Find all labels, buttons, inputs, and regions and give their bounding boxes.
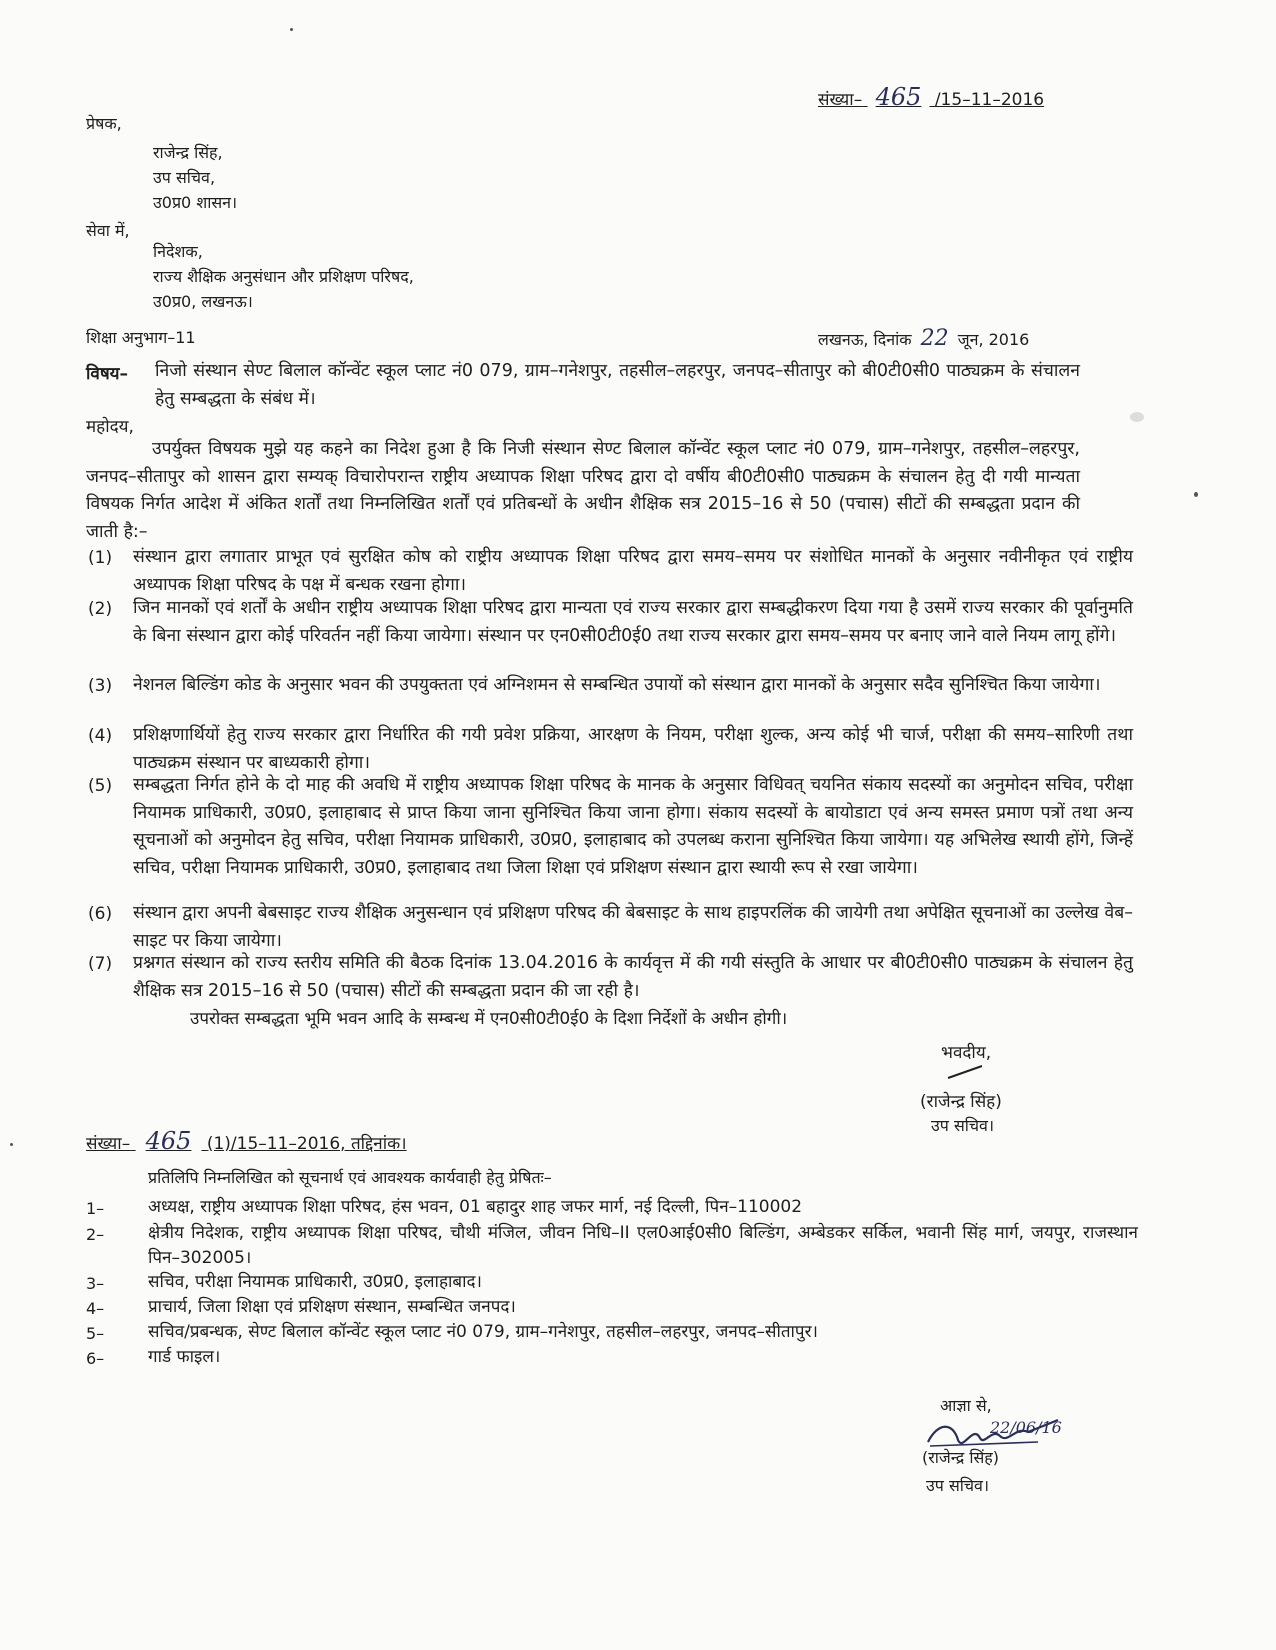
date-handwritten-day: 22 xyxy=(920,326,949,351)
condition-text: संस्थान द्वारा अपनी बेबसाइट राज्य शैक्षिक अनुसन्धान एवं प्रशिक्षण परिषद की बेबसाइट के साथ हाइपरलिंक की जायेगी तथा अपेक्षित सूचनाओं का उल्लेख वेब–साइट पर किया जायेगा। xyxy=(133,903,1133,951)
date-prefix: लखनऊ, दिनांक xyxy=(818,330,912,349)
copy-text: प्राचार्य, जिला शिक्षा एवं प्रशिक्षण संस्थान, सम्बन्धित जनपद। xyxy=(148,1297,516,1317)
condition-text: प्रश्नगत संस्थान को राज्य स्तरीय समिति की बैठक दिनांक 13.04.2016 के कार्यवृत्त में की गयी संस्तुति के आधार पर बी0टी0सी0 पाठ्यक्रम के संचालन हेतु शैक्षिक सत्र 2015–16 से 50 (पचास) सीटों की सम्बद्धता प्रदान की जा रही है। xyxy=(133,953,1133,1001)
condition-number: (4) xyxy=(88,726,113,746)
condition-text: नेशनल बिल्डिंग कोड के अनुसार भवन की उपयुक्तता एवं अग्निशमन से सम्बन्धित उपायों को संस्थान द्वारा मानकों के अनुसार सदैव सुनिश्चित किया जायेगा। xyxy=(133,675,1101,695)
copy-text: सचिव, परीक्षा नियामक प्राधिकारी, उ0प्र0, इलाहाबाद। xyxy=(148,1272,482,1292)
order-name: (राजेन्द्र सिंह) xyxy=(922,1448,1000,1467)
copy-text: सचिव/प्रबन्धक, सेण्ट बिलाल कॉन्वेंट स्कूल प्लाट नं0 079, ग्राम–गनेशपुर, तहसील–लहरपुर, जनपद–सीतापुर। xyxy=(148,1322,818,1342)
subject-label: विषय– xyxy=(86,364,129,384)
salutation: महोदय, xyxy=(86,417,134,437)
ref-suffix: /15–11–2016 xyxy=(934,90,1045,110)
condition-text: जिन मानकों एवं शर्तों के अधीन राष्ट्रीय अध्यापक शिक्षा परिषद द्वारा मान्यता एवं राज्य सरकार द्वारा सम्बद्धीकरण दिया गया है उसमें राज्य सरकार की पूर्वानुमति के बिना संस्थान द्वारा कोई परिवर्तन नहीं किया जायेगा। संस्थान पर एन0सी0टी0ई0 तथा राज्य सरकार द्वारा समय–समय पर बनाए जाने वाले नियम लागू होंगे। xyxy=(133,598,1133,646)
copy-text: गार्ड फाइल। xyxy=(148,1347,221,1367)
scan-speck xyxy=(10,1143,13,1146)
reference-number xyxy=(818,83,1044,111)
copy-number: 2– xyxy=(86,1225,105,1244)
scan-speck xyxy=(1194,492,1198,497)
condition-number: (3) xyxy=(88,676,113,696)
copy-ref-suffix: (1)/15–11–2016, तद्दिनांक। xyxy=(206,1134,407,1154)
scan-speck xyxy=(1130,412,1144,422)
by-order: आज्ञा से, xyxy=(940,1396,992,1415)
condition-text: सम्बद्धता निर्गत होने के दो माह की अवधि में राष्ट्रीय अध्यापक शिक्षा परिषद के मानक के अनुसार विधिवत् चयनित संकाय सदस्यों का अनुमोदन सचिव, परीक्षा नियामक प्राधिकारी, उ0प्र0, इलाहाबाद से प्राप्त किया जाना सुनिश्चित किया जाना होगा। संकाय सदस्यों के बायोडाटा एवं अन्य समस्त प्रमाण पत्रों तथा अन्य सूचनाओं को अनुमोदन हेतु सचिव, परीक्षा नियामक प्राधिकारी, उ0प्र0, इलाहाबाद को उपलब्ध कराना सुनिश्चित किया जायेगा। यह अभिलेख स्थायी होंगे, जिन्हें सचिव, परीक्षा नियामक प्राधिकारी, उ0प्र0, इलाहाबाद तथा जिला शिक्षा एवं प्रशिक्षण संस्थान द्वारा स्थायी रूप से रखा जायेगा। xyxy=(133,775,1133,878)
copy-reference xyxy=(86,1127,407,1155)
signoff-designation: उप सचिव। xyxy=(931,1116,995,1135)
condition-number: (5) xyxy=(88,776,113,796)
sender-name: राजेन्द्र सिंह, xyxy=(153,143,223,162)
condition-text: प्रशिक्षणार्थियों हेतु राज्य सरकार द्वारा निर्धारित की गयी प्रवेश प्रक्रिया, आरक्षण के नियम, परीक्षा शुल्क, अन्य कोई भी चार्ज, परीक्षा की समय–सारिणी तथा पाठ्यक्रम संस्थान पर बाध्यकारी होगा। xyxy=(133,725,1133,773)
signoff-name: (राजेन्द्र सिंह) xyxy=(920,1092,1002,1112)
condition-number: (6) xyxy=(88,904,113,924)
copy-number: 6– xyxy=(86,1349,105,1368)
recipient-line-3: उ0प्र0, लखनऊ। xyxy=(153,292,253,311)
recipient-label: सेवा में, xyxy=(86,221,130,240)
copy-number: 5– xyxy=(86,1324,105,1343)
sender-designation: उप सचिव, xyxy=(153,168,216,187)
intro-paragraph: उपर्युक्त विषयक मुझे यह कहने का निदेश हुआ है कि निजी संस्थान सेण्ट बिलाल कॉन्वेंट स्कूल प्लाट नं0 079, ग्राम–गनेशपुर, तहसील–लहरपुर, जनपद–सीतापुर को शासन द्वारा सम्यक् विचारोपरान्त राष्ट्रीय अध्यापक शिक्षा परिषद द्वारा दो वर्षीय बी0टी0सी0 पाठ्यक्रम के संचालन हेतु दी गयी मान्यता विषयक निर्गत आदेश में अंकित शर्तों तथा निम्नलिखित शर्तों एवं प्रतिबन्धों के अधीन शैक्षिक सत्र 2015–16 से 50 (पचास) सीटों की सम्बद्धता प्रदान की जाती है:– xyxy=(86,439,1080,542)
condition-number: (2) xyxy=(88,599,113,619)
handwritten-date: 22/06/16 xyxy=(990,1418,1062,1437)
order-designation: उप सचिव। xyxy=(926,1476,990,1495)
ref-handwritten-number: 465 xyxy=(875,83,922,111)
date-suffix: जून, 2016 xyxy=(957,330,1030,349)
copy-ref-label: संख्या– xyxy=(86,1134,131,1154)
date-line xyxy=(818,326,1029,351)
valediction: भवदीय, xyxy=(941,1043,992,1063)
condition-number: (1) xyxy=(88,548,113,568)
copy-intro: प्रतिलिपि निम्नलिखित को सूचनार्थ एवं आवश्यक कार्यवाही हेतु प्रेषितः– xyxy=(148,1168,552,1187)
condition-text: संस्थान द्वारा लगातार प्राभूत एवं सुरक्षित कोष को राष्ट्रीय अध्यापक शिक्षा परिषद द्वारा समय–समय पर संशोधित मानकों के अनुसार नवीनीकृत एवं राष्ट्रीय अध्यापक शिक्षा परिषद के पक्ष में बन्धक रखना होगा। xyxy=(133,547,1133,595)
scan-speck xyxy=(290,28,293,31)
copy-number: 1– xyxy=(86,1199,105,1218)
copy-text: अध्यक्ष, राष्ट्रीय अध्यापक शिक्षा परिषद, हंस भवन, 01 बहादुर शाह जफर मार्ग, नई दिल्ली, पिन–110002 xyxy=(148,1197,803,1217)
sender-office: उ0प्र0 शासन। xyxy=(153,193,238,212)
signature-stroke xyxy=(946,1062,986,1082)
ref-label: संख्या– xyxy=(818,90,863,110)
copy-text: क्षेत्रीय निदेशक, राष्ट्रीय अध्यापक शिक्षा परिषद, चौथी मंजिल, जीवन निधि–II एल0आई0सी0 बिल्डिंग, अम्बेडकर सर्किल, भवानी सिंह मार्ग, जयपुर, राजस्थान पिन–302005। xyxy=(148,1223,1138,1268)
sender-label: प्रेषक, xyxy=(86,114,122,133)
recipient-line-1: निदेशक, xyxy=(153,242,203,261)
recipient-line-2: राज्य शैक्षिक अनुसंधान और प्रशिक्षण परिषद, xyxy=(153,267,414,286)
copy-ref-handwritten-number: 465 xyxy=(145,1127,192,1155)
subject-text: निजो संस्थान सेण्ट बिलाल कॉन्वेंट स्कूल प्लाट नं0 079, ग्राम–गनेशपुर, तहसील–लहरपुर, जनपद–सीतापुर को बी0टी0सी0 पाठ्यक्रम के संचालन हेतु सम्बद्धता के संबंध में। xyxy=(155,361,1080,409)
condition-number: (7) xyxy=(88,954,113,974)
copy-number: 3– xyxy=(86,1274,105,1293)
department: शिक्षा अनुभाग–11 xyxy=(86,328,196,347)
copy-number: 4– xyxy=(86,1299,105,1318)
closing-note: उपरोक्त सम्बद्धता भूमि भवन आदि के सम्बन्ध में एन0सी0टी0ई0 के दिशा निर्देशों के अधीन होगी। xyxy=(190,1009,788,1029)
